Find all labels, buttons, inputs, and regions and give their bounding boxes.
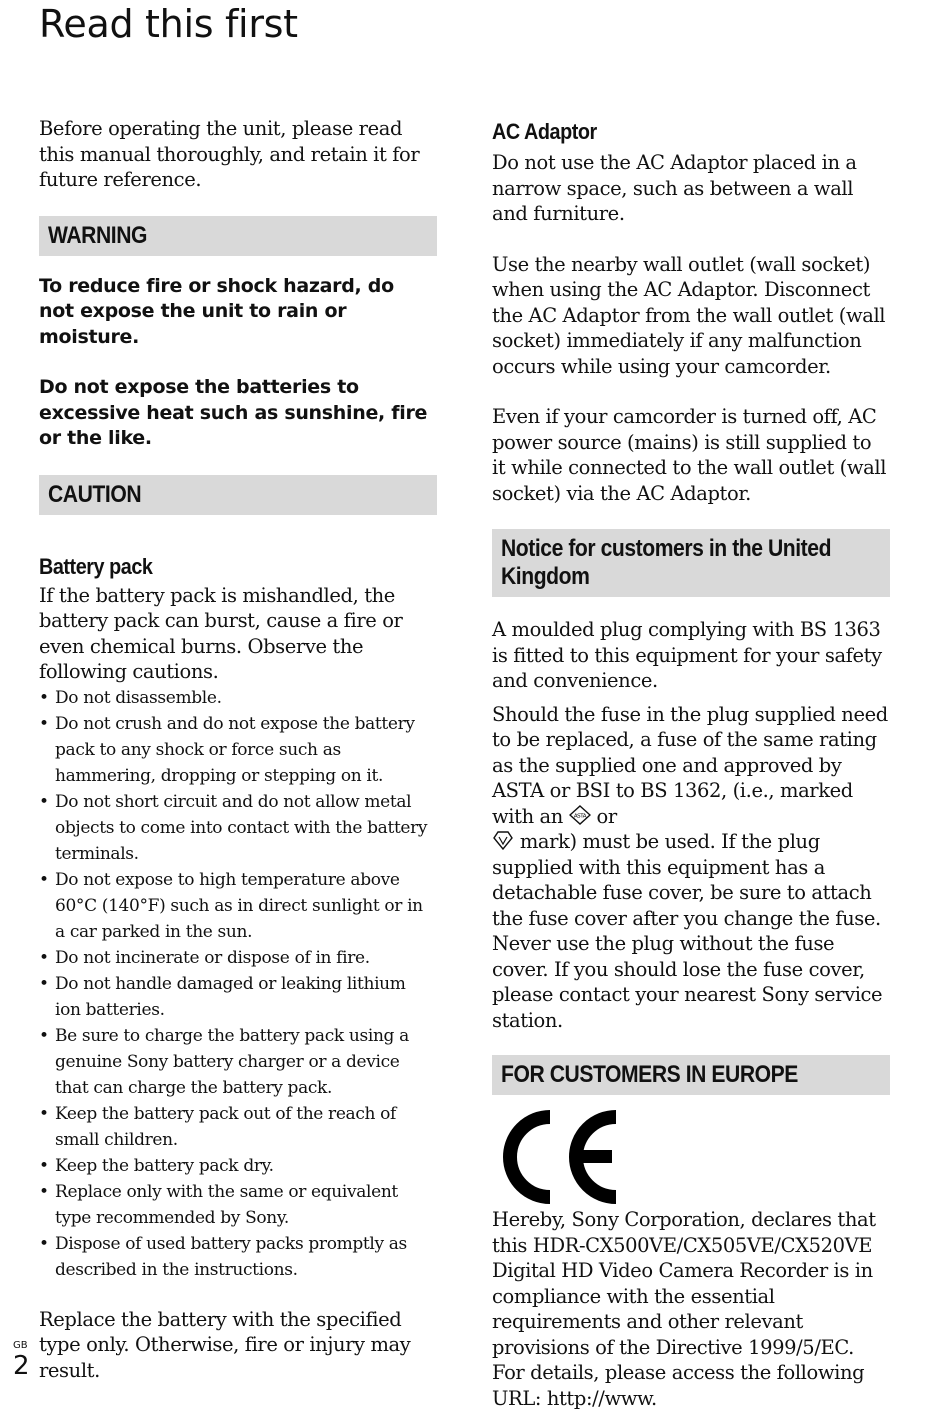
caution-heading-bar — [39, 475, 437, 515]
list-item: • Do not incinerate or dispose of in fire. — [39, 945, 434, 971]
warning-heading: WARNING — [48, 221, 147, 249]
uk-notice-heading-line1: Notice for customers in the United — [501, 535, 832, 562]
intro-text: Before operating the unit, please read this manual thoroughly, and retain it for future reference. — [39, 117, 420, 191]
right-column — [492, 116, 890, 1411]
list-item: • Do not disassemble. — [39, 685, 434, 711]
battery-pack-heading-text: Battery pack — [39, 553, 153, 579]
uk-notice-text-2b: or — [596, 804, 617, 828]
list-item: • Do not crush and do not expose the battery pack to any shock or force such as hammering, dropping or stepping on it. — [39, 711, 434, 789]
uk-notice-text-2 — [492, 702, 890, 1034]
ac-adaptor-text-3: Even if your camcorder is turned off, AC power source (mains) is still supplied to it while connected to the wall outlet (wall socket) via the AC Adaptor. — [492, 405, 887, 505]
warning-text-2: Do not expose the batteries to excessive heat such as sunshine, fire or the like. — [39, 376, 428, 449]
bsi-kitemark-icon — [492, 830, 514, 850]
europe-heading: FOR CUSTOMERS IN EUROPE — [501, 1061, 798, 1088]
list-item: • Keep the battery pack dry. — [39, 1153, 434, 1179]
page-number-value: 2 — [13, 1351, 30, 1381]
list-item: • Replace only with the same or equivalent type recommended by Sony. — [39, 1179, 434, 1231]
europe-declaration-text: Hereby, Sony Corporation, declares that this HDR-CX500VE/CX505VE/CX520VE Digital HD Video Camera Recorder is in compliance with the essential requirements and other relevant provisions of the Directive 1999/5/EC. For details, please access the following URL: http://www. — [492, 1208, 876, 1410]
uk-notice-text-1: A moulded plug complying with BS 1363 is fitted to this equipment for your safety and convenience. — [492, 618, 882, 692]
europe-heading-bar — [492, 1055, 890, 1095]
replace-battery-note: Replace the battery with the specified type only. Otherwise, fire or injury may result. — [39, 1307, 411, 1382]
warning-heading-bar — [39, 216, 437, 256]
battery-cautions-list — [39, 685, 434, 1283]
ac-adaptor-heading — [492, 118, 890, 146]
caution-heading: CAUTION — [48, 480, 142, 508]
list-item: • Be sure to charge the battery pack using a genuine Sony battery charger or a device that can charge the battery pack. — [39, 1023, 434, 1101]
ac-adaptor-text-2: Use the nearby wall outlet (wall socket) when using the AC Adaptor. Disconnect the AC Adaptor from the wall outlet (wall socket) immediately if any malfunction occurs while using your camcorder. — [492, 252, 886, 378]
list-item: • Dispose of used battery packs promptly as described in the instructions. — [39, 1231, 434, 1283]
ac-adaptor-text-1: Do not use the AC Adaptor placed in a narrow space, such as between a wall and furniture. — [492, 151, 857, 225]
list-item: • Do not short circuit and do not allow metal objects to come into contact with the battery terminals. — [39, 789, 434, 867]
uk-notice-heading-line2: Kingdom — [501, 563, 590, 590]
uk-notice-text-2a: Should the fuse in the plug supplied need to be replaced, a fuse of the same rating as the supplied one and approved by ASTA or BSI to BS 1362, (i.e., marked with an — [492, 702, 888, 828]
uk-notice-heading-bar — [492, 529, 890, 597]
page-number — [13, 1340, 30, 1380]
asta-mark-text: ASTA — [573, 813, 586, 819]
warning-text-1: To reduce fire or shock hazard, do not expose the unit to rain or moisture. — [39, 274, 394, 348]
list-item: • Do not expose to high temperature above 60°C (140°F) such as in direct sunlight or in a car parked in the sun. — [39, 867, 434, 945]
asta-mark-icon — [569, 805, 591, 825]
battery-pack-heading — [39, 553, 439, 581]
ce-mark-icon — [492, 1109, 622, 1205]
ac-adaptor-heading-text: AC Adaptor — [492, 119, 597, 144]
region-code: GB — [13, 1340, 28, 1351]
list-item: • Do not handle damaged or leaking lithium ion batteries. — [39, 971, 434, 1023]
list-item: • Keep the battery pack out of the reach of small children. — [39, 1101, 434, 1153]
left-column — [39, 116, 439, 1383]
battery-intro-text: If the battery pack is mishandled, the battery pack can burst, cause a fire or even chemical burns. Observe the following cautions. — [39, 583, 403, 683]
uk-notice-text-2c: mark) must be used. If the plug supplied with this equipment has a detachable fuse cover, be sure to attach the fuse cover after you change the fuse. Never use the plug without the fuse cover. If you should lose the fuse cover, please contact your nearest Sony service station. — [492, 830, 883, 1032]
page-title: Read this first — [39, 2, 298, 46]
